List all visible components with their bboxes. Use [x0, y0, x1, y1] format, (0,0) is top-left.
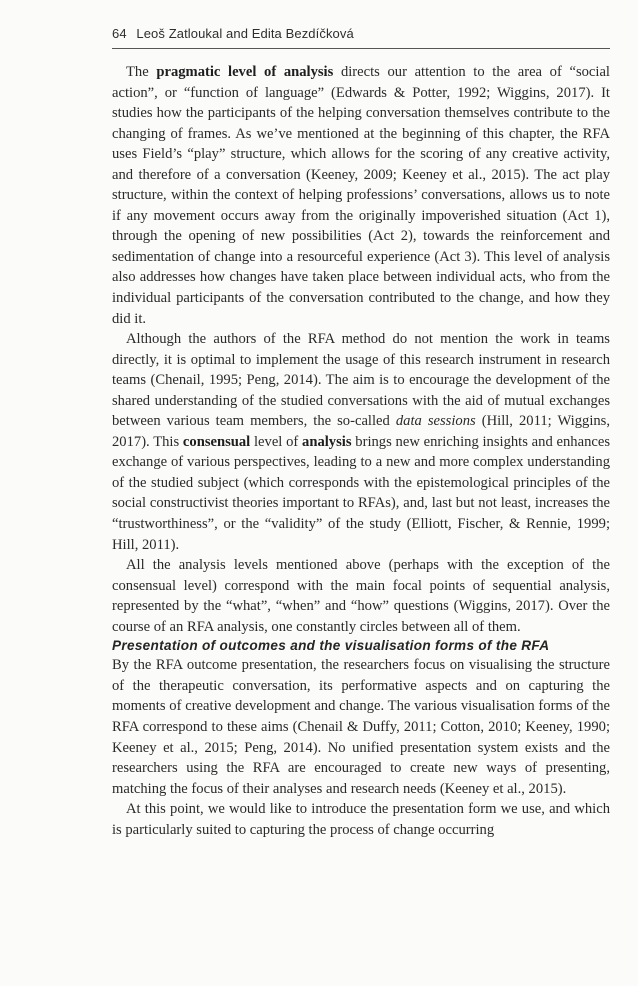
- bold-term-pragmatic-level: pragmatic level of analysis: [156, 64, 334, 80]
- text-run: (Hill, 2011; Wiggins, 2017). This: [112, 413, 610, 450]
- text-run: The: [126, 64, 157, 80]
- text-run: All the analysis levels mentioned above (perhaps with the exception of the consensual level) correspond with the main focal points of sequential analysis, represented by the “what”, “when” and “how” questions (Wiggins, 2017). Over the course of an RFA analysis, one constantly circles between all of them.: [112, 557, 610, 635]
- paragraph-presentation-form: [112, 799, 610, 840]
- body-text: [112, 62, 610, 840]
- running-header-authors: Leoš Zatloukal and Edita Bezdíčková: [136, 26, 354, 41]
- text-run: At this point, we would like to introduce the presentation form we use, and which is particularly suited to capturing the process of change occurring: [112, 801, 610, 838]
- paragraph-analysis-levels: [112, 555, 610, 637]
- running-header: [112, 26, 610, 41]
- paragraph-pragmatic-level: [112, 62, 610, 329]
- text-run: level of: [250, 433, 303, 450]
- text-run: directs our attention to the area of “social action”, or “function of language” (Edwards & Potter, 1992; Wiggins, 2017). It studies how the participants of the helping conversation themselves contribute to the changing of frames. As we’ve mentioned at the beginning of this chapter, the RFA uses Field’s “play” structure, which allows for the scoring of any creative activity, and therefore of a conversation (Keeney, 2009; Keeney et al., 2015). The act play structure, within the context of helping professions’ conversations, allows us to note if any movement occurs away from the originally impoverished situation (Act 1), through the opening of new possibilities (Act 2), towards the reinforcement and sedimentation of change into a resourceful experience (Act 3). This level of analysis also addresses how changes have taken place between individual acts, who from the individual participants of the conversation contributed to the change, and how they did it.: [112, 64, 610, 327]
- text-run: brings new enriching insights and enhances exchange of various perspectives, leading to a new and more complex understanding of the studied subject (which corresponds with the epistemological principles of the social constructivist theories important to RFAs), and, last but not least, increases the “trustworthiness”, or the “validity” of the study (Elliott, Fischer, & Rennie, 1999; Hill, 2011).: [112, 433, 610, 553]
- page-number: 64: [112, 26, 127, 41]
- italic-term-data-sessions: data sessions: [395, 413, 476, 430]
- paragraph-research-teams: [112, 329, 610, 555]
- section-heading: Presentation of outcomes and the visualisation forms of the RFA: [112, 638, 550, 654]
- paragraph-outcome-presentation: [112, 655, 610, 799]
- header-rule: [112, 48, 610, 49]
- bold-term-consensual: consensual: [182, 433, 251, 450]
- text-run: By the RFA outcome presentation, the researchers focus on visualising the structure of the therapeutic conversation, its performative aspects and on capturing the moments of creative development and change. The various visualisation forms of the RFA correspond to these aims (Chenail & Duffy, 2011; Cotton, 2010; Keeney, 1990; Keeney et al., 2015; Peng, 2014). No unified presentation system exists and the researchers using the RFA are encouraged to create new ways of presenting, matching the focus of their analyses and research needs (Keeney et al., 2015).: [112, 657, 610, 797]
- bold-term-analysis: analysis: [302, 433, 352, 450]
- text-run: Although the authors of the RFA method do not mention the work in teams directly, it is optimal to implement the usage of this research instrument in research teams (Chenail, 1995; Peng, 2014). The aim is to encourage the development of the shared understanding of the studied conversations with the aid of mutual exchanges between various team members, the so-called: [112, 331, 610, 430]
